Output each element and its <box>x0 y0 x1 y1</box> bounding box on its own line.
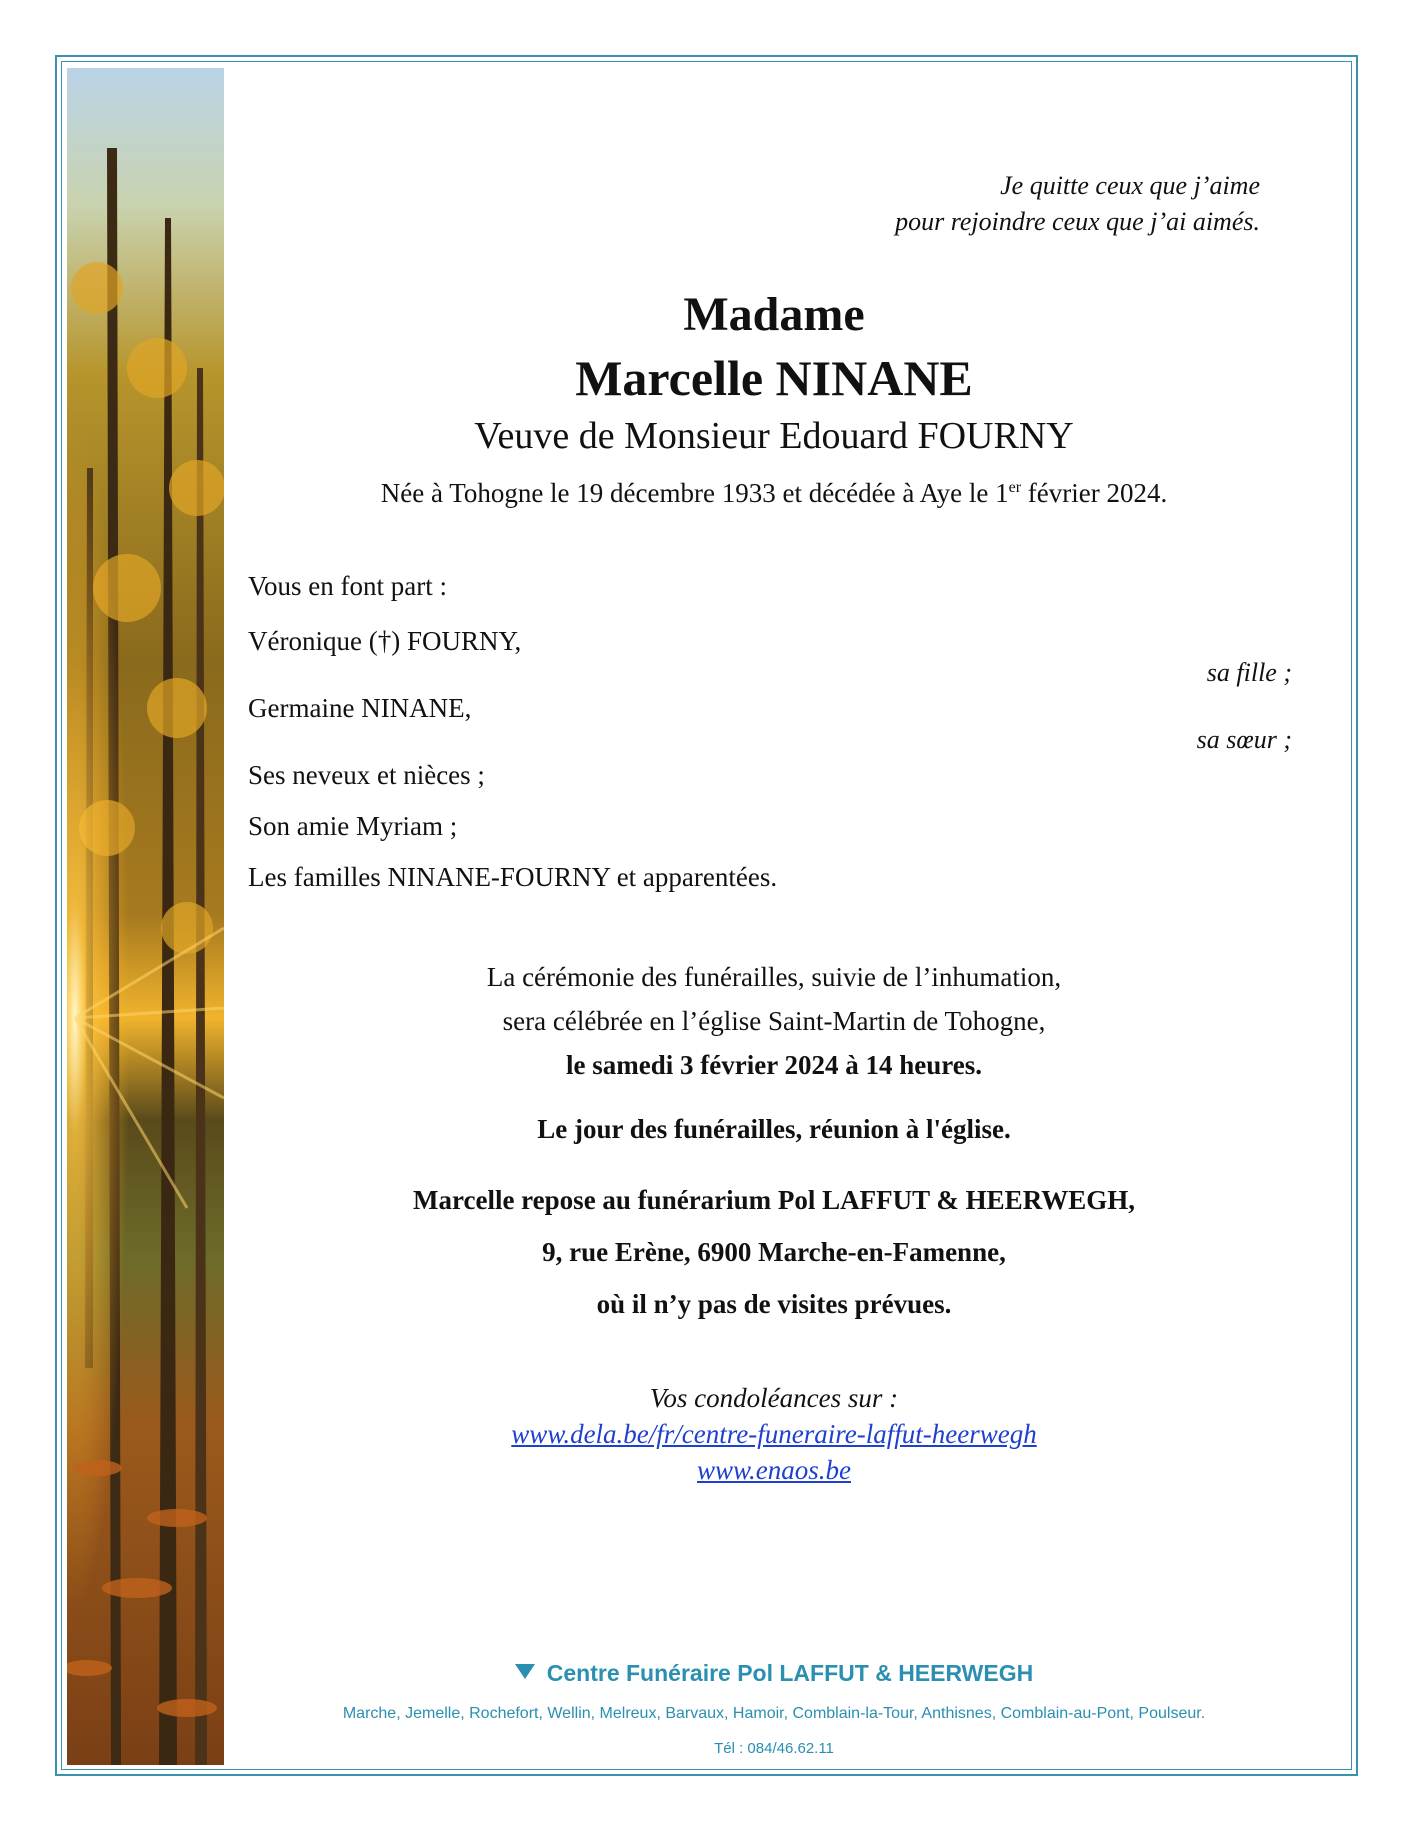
epigraph-line-2: pour rejoindre ceux que j’ai aimés. <box>895 207 1260 236</box>
autumn-forest-photo <box>67 68 224 1765</box>
triangle-down-icon <box>515 1664 535 1679</box>
family-relation-2: sa sœur ; <box>1196 725 1292 754</box>
birth-text-end: février 2024. <box>1021 478 1168 508</box>
funeral-home-phone: Tél : 084/46.62.11 <box>714 1740 834 1757</box>
ceremony-line-2: sera célébrée en l’église Saint-Martin de Tohogne, <box>502 1006 1046 1036</box>
spouse-line: Veuve de Monsieur Edouard FOURNY <box>474 415 1074 457</box>
family-member-1: Véronique (†) FOURNY, <box>248 626 522 656</box>
ceremony-date: le samedi 3 février 2024 à 14 heures. <box>566 1050 982 1080</box>
family-member-4: Son amie Myriam ; <box>248 811 458 841</box>
family-member-2: Germaine NINANE, <box>248 693 472 723</box>
condolences-link-dela[interactable]: www.dela.be/fr/centre-funeraire-laffut-heerwegh <box>511 1419 1037 1449</box>
funeral-home-cities: Marche, Jemelle, Rochefort, Wellin, Melreux, Barvaux, Hamoir, Comblain-la-Tour, Anthisnes, Comblain-au-Pont, Poulseur. <box>342 1705 1206 1722</box>
funeral-home-title: Centre Funéraire Pol LAFFUT & HEERWEGH <box>546 1660 1034 1686</box>
rest-line-1: Marcelle repose au funérarium Pol LAFFUT & HEERWEGH, <box>413 1185 1135 1215</box>
birth-superscript: er <box>1008 479 1022 496</box>
honorific: Madame <box>683 288 865 341</box>
announcement-intro: Vous en font part : <box>248 571 447 601</box>
epigraph <box>895 168 1260 240</box>
condolences-label: Vos condoléances sur : <box>649 1383 899 1413</box>
reunion-line: Le jour des funérailles, réunion à l'église. <box>537 1114 1011 1144</box>
family-relation-1: sa fille ; <box>1206 658 1292 687</box>
rest-line-2: 9, rue Erène, 6900 Marche-en-Famenne, <box>542 1237 1006 1267</box>
epigraph-line-1: Je quitte ceux que j’aime <box>1000 171 1260 200</box>
condolences-link-enaos[interactable]: www.enaos.be <box>697 1455 851 1485</box>
family-member-5: Les familles NINANE-FOURNY et apparentées. <box>248 862 778 892</box>
condolences-block <box>224 1380 1324 1488</box>
ceremony-line-1: La cérémonie des funérailles, suivie de l’inhumation, <box>486 962 1062 992</box>
rest-line-3: où il n’y pas de visites prévues. <box>596 1289 952 1319</box>
funeral-home-name <box>224 1658 1324 1688</box>
ceremony-block <box>224 955 1324 1087</box>
family-member-3: Ses neveux et nièces ; <box>248 760 485 790</box>
birth-death-line <box>224 475 1324 511</box>
deceased-name: Marcelle NINANE <box>575 350 973 406</box>
birth-text: Née à Tohogne le 19 décembre 1933 et décédée à Aye le 1 <box>380 478 1009 508</box>
